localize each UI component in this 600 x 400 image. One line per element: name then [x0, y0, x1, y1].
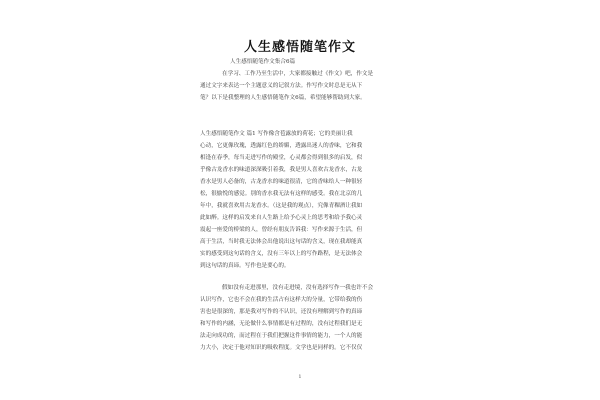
intro-heading: 人生感悟随笔作文集合6篇: [230, 59, 296, 65]
intro-line: 通过文字来表达一个主题意义的记叙方法。作写作文时总是无从下: [200, 83, 363, 89]
essay-line: 震起一座爱的桥梁的人，曾经有朋友告诉我：写作来源于生活，但: [200, 227, 363, 233]
essay-line: 高于生活，当时我无法体会出他说出这句话的含义，现在我却能真: [200, 239, 363, 245]
intro-line: 笔？以下是我整理的人生感悟随笔作文6篇，希望能够帮助到大家。: [200, 95, 366, 101]
essay-line: 力大小，决定于他对知识的吸收程度。文学也是同样的。它不仅仅: [200, 345, 363, 351]
essay-line: 乎像古龙香水的味道深深吸引着我，我是男人喜欢古龙香水，古龙: [200, 167, 363, 173]
essay-line: 和写作的内涵，无论做什么事情都是有过程的，没有过程我们是无: [200, 321, 363, 327]
essay-line: 心动，它更像玫瑰，透露红色的娇媚，透露出迷人的香味，它和我: [200, 143, 363, 149]
essay-line: 松，很愉悦的感觉。别的香水我无法有这样的感受。我在北京的几: [200, 191, 363, 197]
essay-line: 认识写作，它也不会在我的生活占有这样大的分量，它带给我的伤: [200, 297, 363, 303]
intro-line: 在学习、工作乃至生活中，大家都接触过《作文》吧，作文是: [222, 71, 374, 77]
essay-line: 人生感悟随笔作文 篇1 写作像含苞露放的荷花；它的美丽让我: [200, 131, 353, 137]
essay-line: 到这句话的真谛。写作也是要心的。: [200, 263, 290, 269]
essay-section-1: [200, 128, 400, 272]
essay-line: 相逢在春季，每当走进写作的殿堂，心灵都会得到很多的启发，似: [200, 155, 363, 161]
page-number: 1: [298, 374, 302, 380]
essay-line: 年中，我就喜欢用古龙香水。（这是我的观点），究像青稞酒让我如: [200, 203, 363, 209]
intro-section: [200, 56, 400, 104]
document-title: 人生感悟随笔作文: [243, 40, 356, 55]
essay-line: 实的感受到这句话的含义，没有三年以上的写作路程，是无法体会: [200, 251, 363, 257]
essay-line: 法走向成功的，而过程在于我们把握这件事情的能力，一个人的能: [200, 333, 363, 339]
essay-section-2: [200, 282, 400, 354]
essay-line: 假如没有走进那里，没有走进境，没有选择写作一我也许不会: [222, 285, 374, 291]
essay-line: 此如醉。这样的启发来自人生路上给予心灵上的思考和给予我心灵: [200, 215, 363, 221]
essay-line: 香水是男人必备的，古龙香水的味道很清，它的香味给人一种很轻: [200, 179, 363, 185]
essay-line: 害也是很深的，那是我对写作的不认识，还没有理解到写作的真谛: [200, 309, 363, 315]
